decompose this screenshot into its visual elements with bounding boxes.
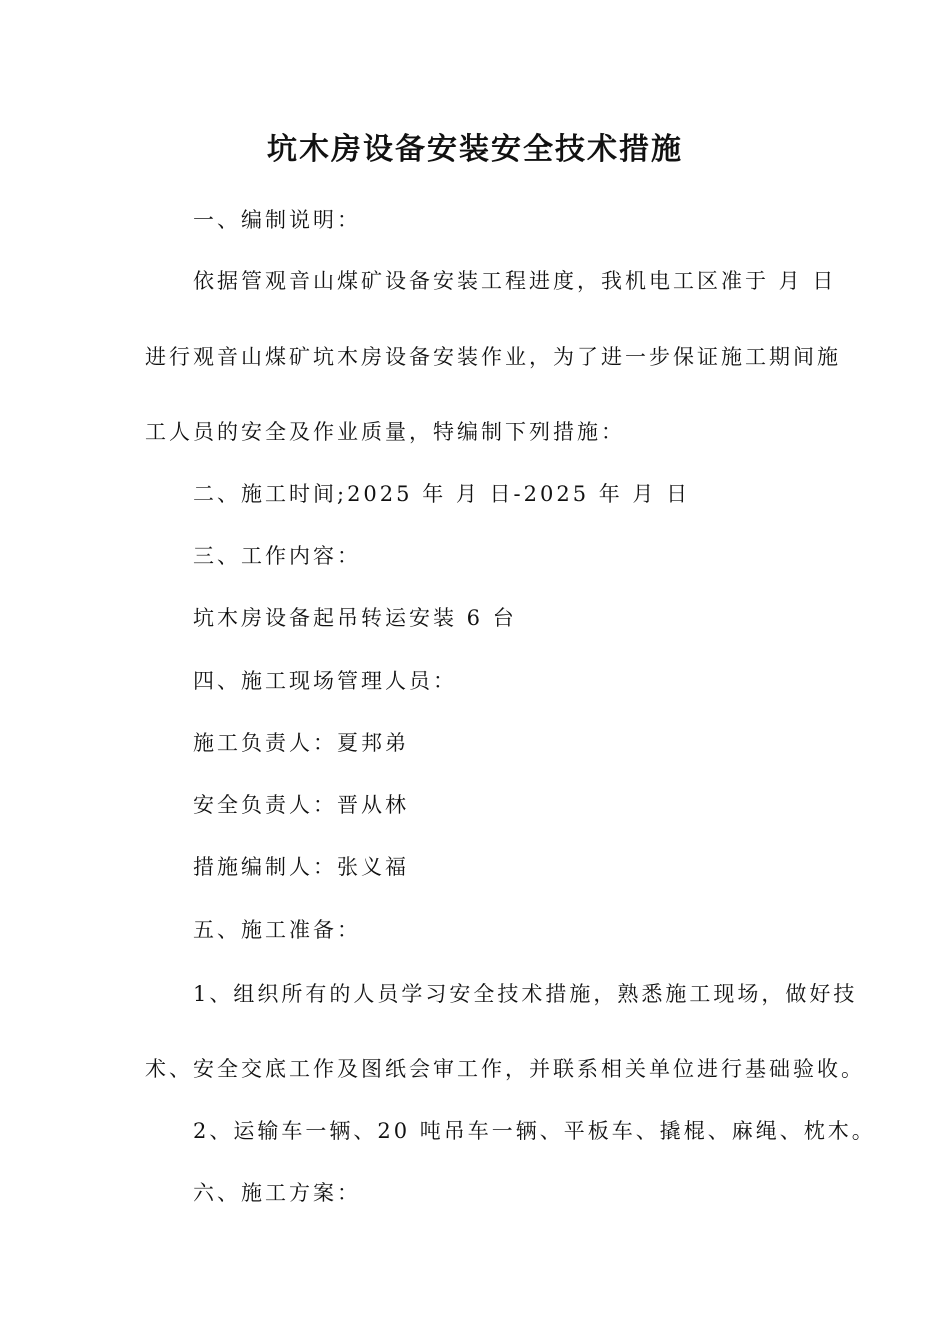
section-heading-personnel: 四、施工现场管理人员： [193, 669, 457, 693]
paragraph-line: 进行观音山煤矿坑木房设备安装作业，为了进一步保证施工期间施 [145, 345, 841, 369]
section-heading-preparation: 五、施工准备： [193, 918, 361, 942]
section-heading-time: 二、施工时间;2025 年 月 日-2025 年 月 日 [193, 482, 691, 506]
paragraph-line: 2、运输车一辆、20 吨吊车一辆、平板车、撬棍、麻绳、枕木。 [193, 1119, 876, 1143]
personnel-author: 措施编制人：张义福 [193, 855, 409, 879]
paragraph-line: 1、组织所有的人员学习安全技术措施，熟悉施工现场，做好技 [193, 982, 858, 1006]
section-heading-plan: 六、施工方案： [193, 1181, 361, 1205]
section-heading-compilation: 一、编制说明： [193, 208, 361, 232]
personnel-safety-lead: 安全负责人：晋从林 [193, 793, 409, 817]
paragraph-line: 术、安全交底工作及图纸会审工作，并联系相关单位进行基础验收。 [145, 1057, 865, 1081]
paragraph-line: 依据管观音山煤矿设备安装工程进度，我机电工区准于 月 日 [193, 269, 837, 293]
personnel-construction-lead: 施工负责人：夏邦弟 [193, 731, 409, 755]
document-title: 坑木房设备安装安全技术措施 [267, 132, 683, 167]
section-heading-content: 三、工作内容： [193, 544, 361, 568]
paragraph-line: 工人员的安全及作业质量，特编制下列措施： [145, 420, 625, 444]
paragraph-line: 坑木房设备起吊转运安装 6 台 [193, 606, 517, 630]
